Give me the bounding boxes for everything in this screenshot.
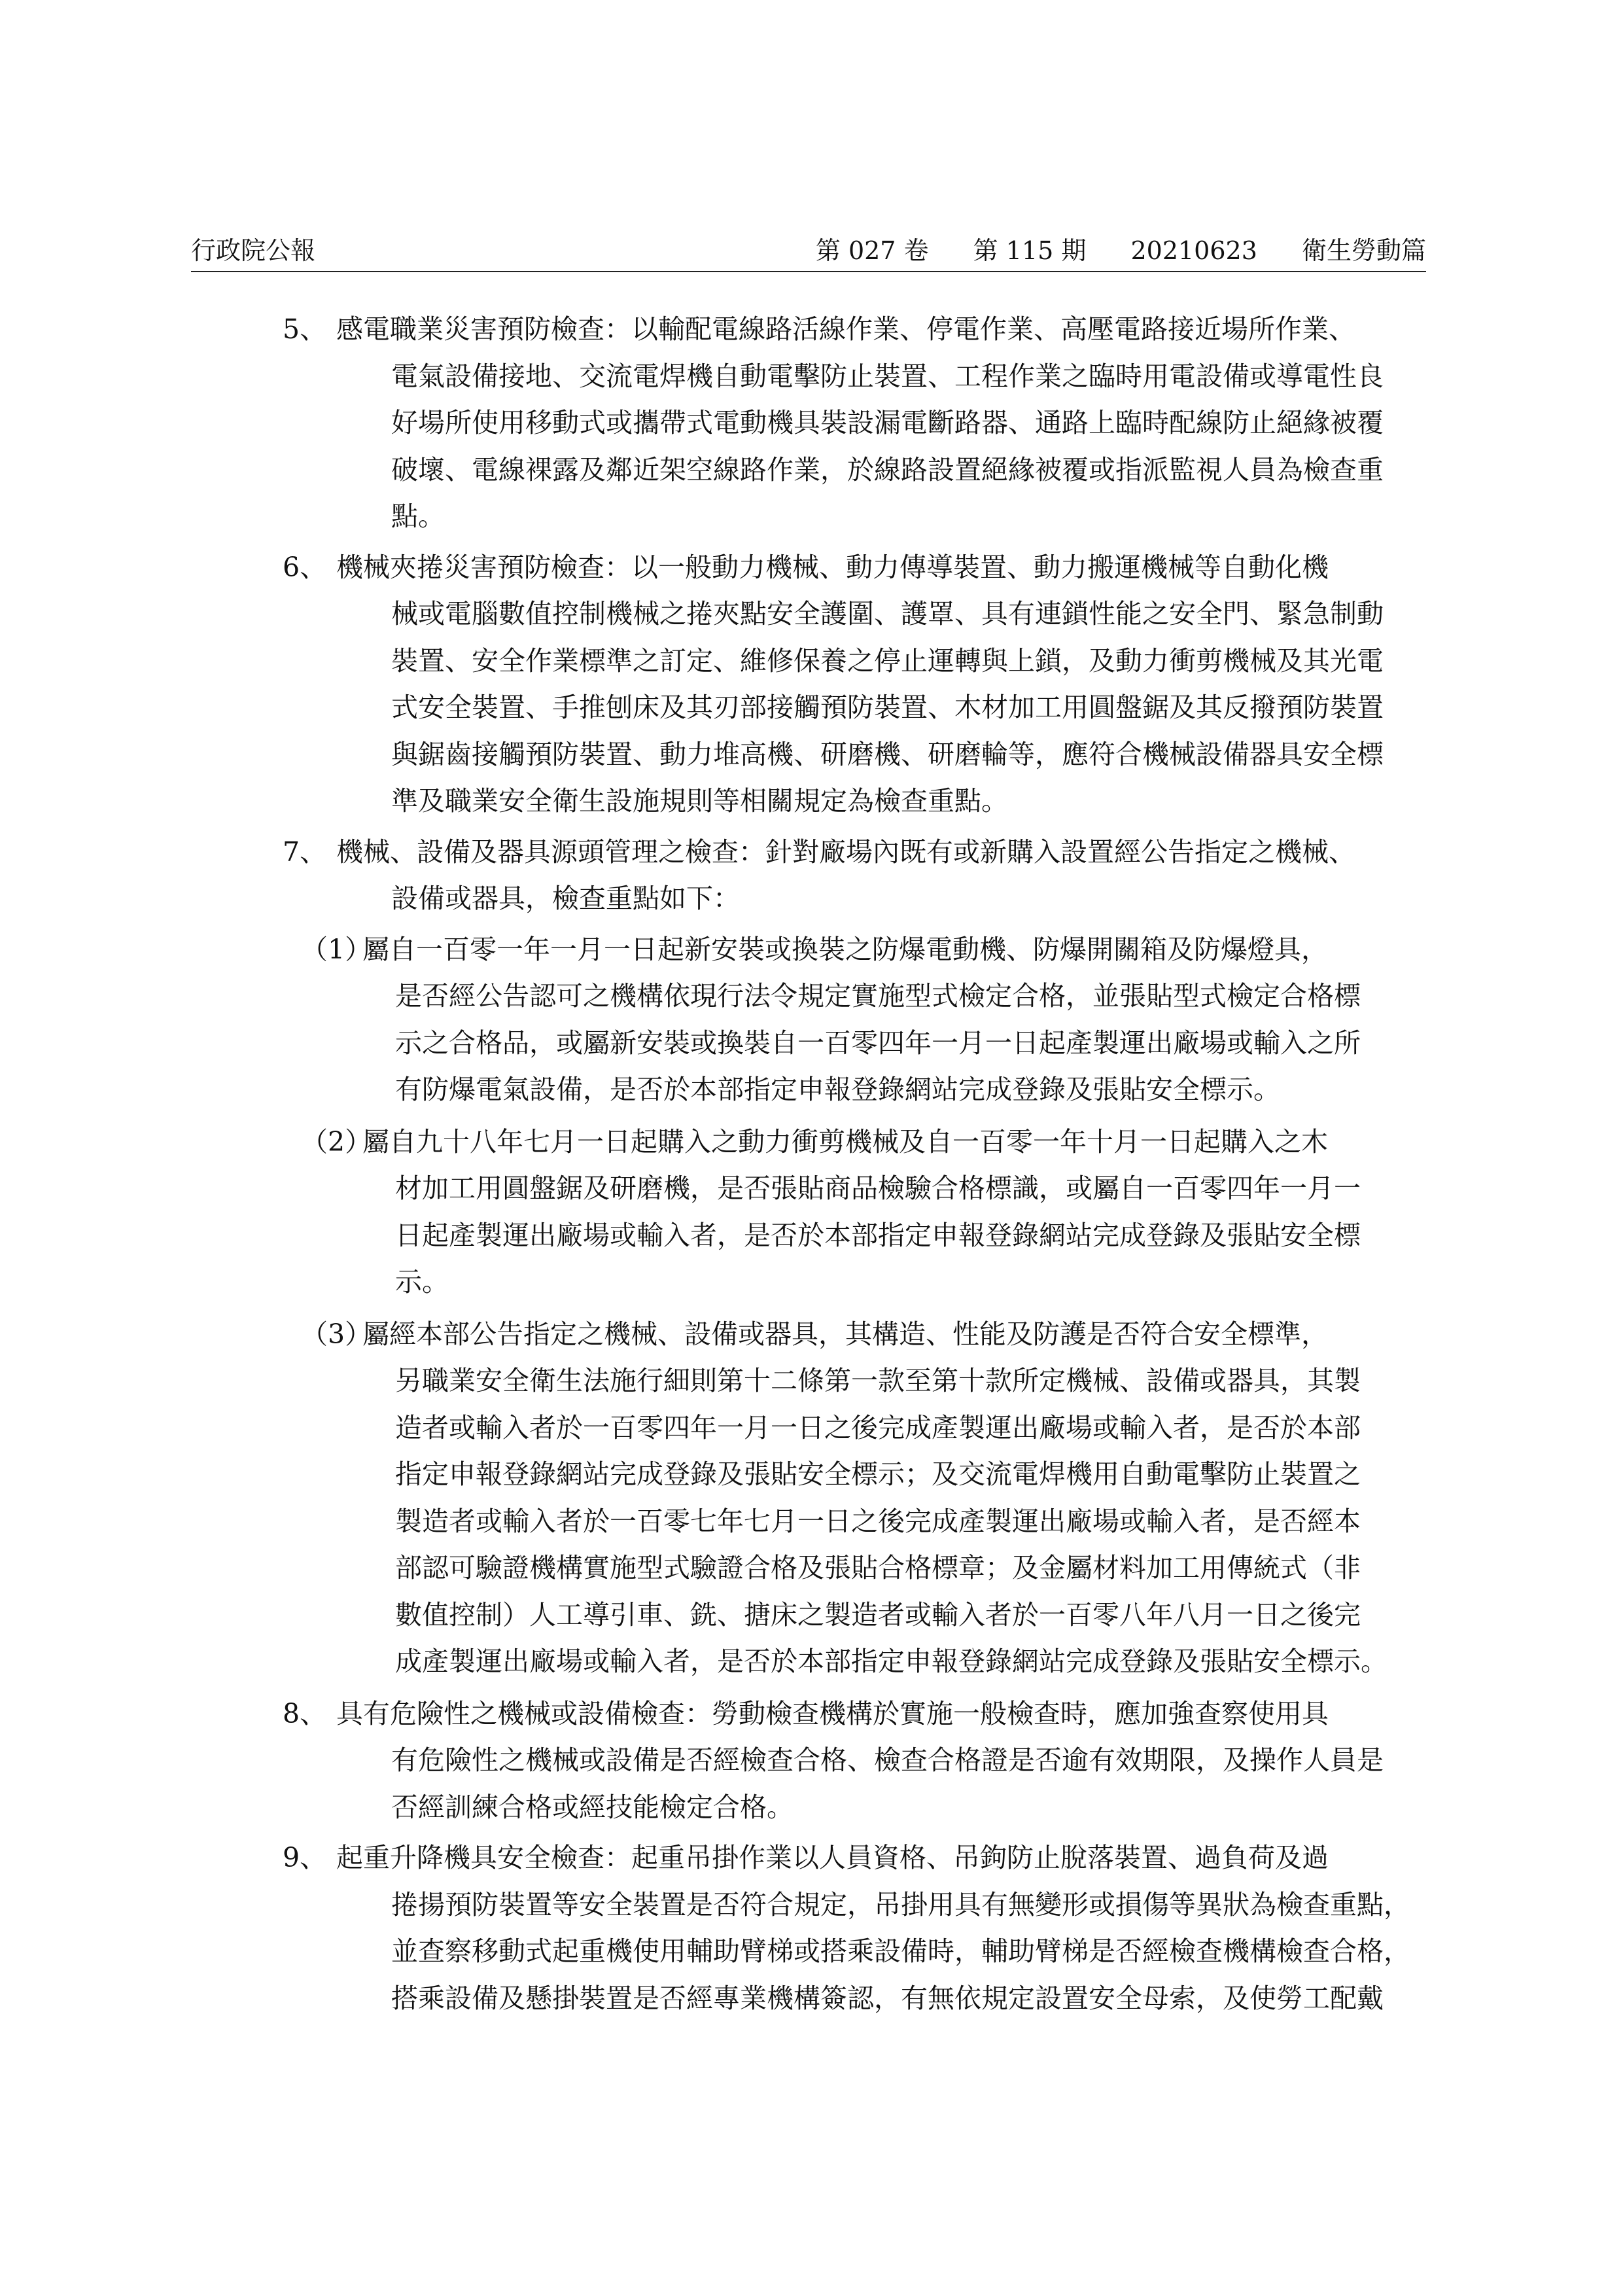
text-line: 電氣設備接地、交流電焊機自動電擊防止裝置、工程作業之臨時用電設備或導電性良 [391,360,1384,392]
text-line: 屬自九十八年七月一日起購入之動力衝剪機械及自一百零一年十月一日起購入之木 [362,1125,1328,1157]
text-line: 指定申報登錄網站完成登錄及張貼安全標示；及交流電焊機用自動電擊防止裝置之 [395,1458,1361,1490]
list-item [191,1835,1426,2022]
sub-item-number: （3） [301,1318,372,1350]
text-line: 點。 [391,501,445,532]
item-number: 8、 [283,1697,327,1729]
text-line: 製造者或輸入者於一百零七年七月一日之後完成產製運出廠場或輸入者，是否經本 [395,1505,1361,1537]
text-line: 否經訓練合格或經技能檢定合格。 [391,1791,794,1823]
document-body [191,306,1426,2026]
text-line: 數值控制）人工導引車、銑、搪床之製造者或輸入者於一百零八年八月一日之後完 [395,1598,1361,1631]
text-line: 好場所使用移動式或攜帶式電動機具裝設漏電斷路器、通路上臨時配線防止絕緣被覆 [391,407,1384,438]
list-item [191,544,1426,825]
issue-info [816,234,1426,267]
text-line: 材加工用圓盤鋸及研磨機，是否張貼商品檢驗合格標識，或屬自一百零四年一月一 [395,1173,1361,1204]
text-line: 起重升降機具安全檢查：起重吊掛作業以人員資格、吊鉤防止脫落裝置、過負荷及過 [336,1842,1329,1873]
text-line: 日起產製運出廠場或輸入者，是否於本部指定申報登錄網站完成登錄及張貼安全標 [395,1219,1361,1251]
sub-list [191,927,1426,1686]
text-line: 示。 [395,1266,449,1298]
item-number: 5、 [283,313,327,345]
text-line: 屬經本部公告指定之機械、設備或器具，其構造、性能及防護是否符合安全標準， [362,1318,1328,1350]
text-line: 機械夾捲災害預防檢查：以一般動力機械、動力傳導裝置、動力搬運機械等自動化機 [336,551,1329,583]
item-number: 6、 [283,551,327,583]
text-line: 部認可驗證機構實施型式驗證合格及張貼合格標章；及金屬材料加工用傳統式（非 [395,1552,1361,1583]
text-line: 與鋸齒接觸預防裝置、動力堆高機、研磨機、研磨輪等，應符合機械設備器具安全標 [391,738,1384,770]
sub-item-number: （1） [301,933,372,965]
text-line: 有防爆電氣設備，是否於本部指定申報登錄網站完成登錄及張貼安全標示。 [395,1074,1280,1105]
item-number: 7、 [283,836,327,868]
text-line: 械或電腦數值控制機械之捲夾點安全護圍、護罩、具有連鎖性能之安全門、緊急制動 [391,598,1384,629]
sub-item [191,927,1426,1114]
list-item [191,306,1426,540]
text-line: 裝置、安全作業標準之訂定、維修保養之停止運轉與上鎖，及動力衝剪機械及其光電 [391,645,1384,677]
issue-number: 第 115 期 [973,236,1087,265]
text-line: 機械、設備及器具源頭管理之檢查：針對廠場內既有或新購入設置經公告指定之機械、 [336,836,1355,868]
text-line: 有危險性之機械或設備是否經檢查合格、檢查合格證是否逾有效期限，及操作人員是 [391,1744,1384,1776]
text-line: 示之合格品，或屬新安裝或換裝自一百零四年一月一日起產製運出廠場或輸入之所 [395,1027,1361,1059]
text-line: 式安全裝置、手推刨床及其刃部接觸預防裝置、木材加工用圓盤鋸及其反撥預防裝置 [391,692,1384,723]
text-line: 造者或輸入者於一百零四年一月一日之後完成產製運出廠場或輸入者，是否於本部 [395,1411,1361,1443]
text-line: 屬自一百零一年一月一日起新安裝或換裝之防爆電動機、防爆開關箱及防爆燈具， [362,933,1328,965]
list-item [191,829,1426,923]
sub-item [191,1311,1426,1686]
text-line: 破壞、電線裸露及鄰近架空線路作業，於線路設置絕緣被覆或指派監視人員為檢查重 [391,453,1384,486]
text-line: 準及職業安全衛生設施規則等相關規定為檢查重點。 [391,785,1008,817]
page-header [191,230,1426,272]
text-line: 捲揚預防裝置等安全裝置是否符合規定，吊掛用具有無變形或損傷等異狀為檢查重點， [391,1888,1410,1920]
text-line: 並查察移動式起重機使用輔助臂梯或搭乘設備時，輔助臂梯是否經檢查機構檢查合格， [391,1935,1410,1967]
list-item [191,1691,1426,1831]
volume-number: 第 027 卷 [815,236,929,265]
text-line: 設備或器具，檢查重點如下： [391,883,740,914]
text-line: 是否經公告認可之機構依現行法令規定實施型式檢定合格，並張貼型式檢定合格標 [395,980,1361,1012]
text-line: 感電職業災害預防檢查：以輸配電線路活線作業、停電作業、高壓電路接近場所作業、 [336,313,1355,345]
text-line: 搭乘設備及懸掛裝置是否經專業機構簽認，有無依規定設置安全母索，及使勞工配戴 [391,1982,1384,2014]
text-line: 另職業安全衛生法施行細則第十二條第一款至第十款所定機械、設備或器具，其製 [395,1365,1361,1396]
issue-date: 20210623 [1130,236,1257,265]
section-name: 衛生勞動篇 [1301,236,1426,265]
sub-item-number: （2） [301,1125,372,1157]
sub-item [191,1119,1426,1306]
publication-title: 行政院公報 [191,236,316,265]
text-line: 具有危險性之機械或設備檢查：勞動檢查機構於實施一般檢查時，應加強查察使用具 [336,1697,1329,1729]
text-line: 成產製運出廠場或輸入者，是否於本部指定申報登錄網站完成登錄及張貼安全標示。 [395,1646,1387,1677]
item-number: 9、 [283,1842,327,1873]
